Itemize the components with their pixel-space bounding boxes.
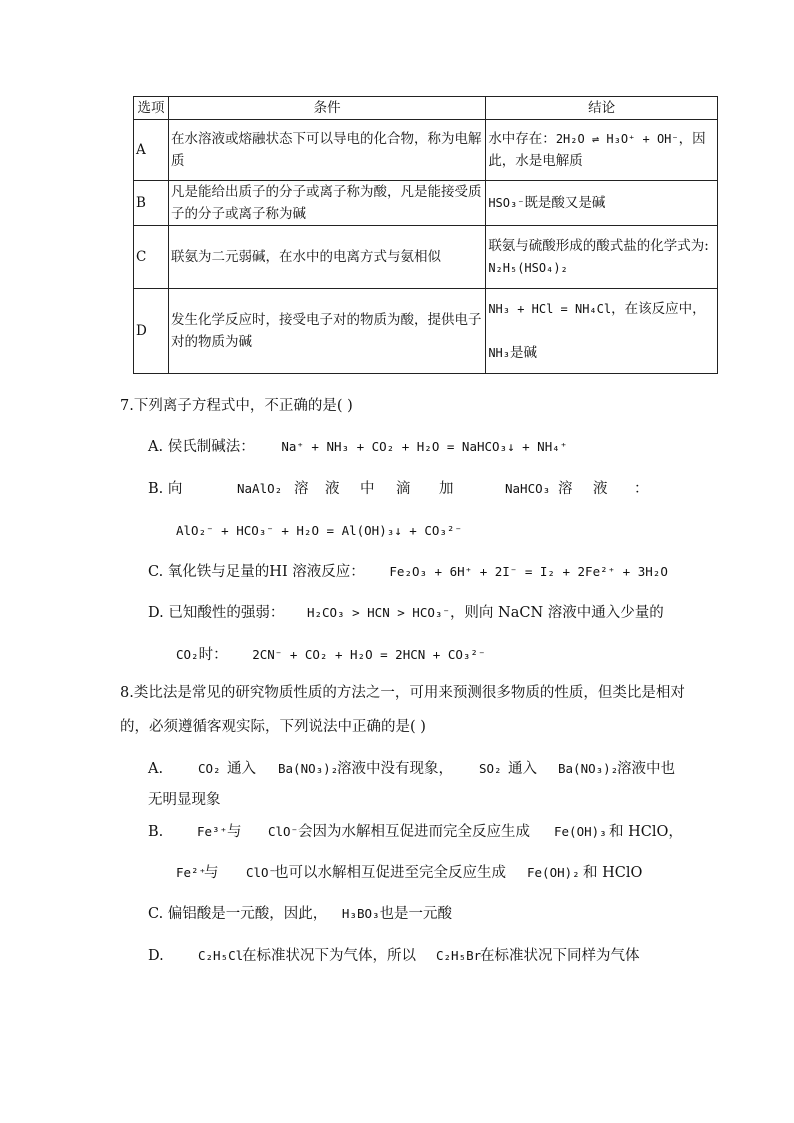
conclusion-text: 是碱 (510, 345, 537, 361)
text: 液 (593, 481, 608, 497)
conclusion-text: ，在该反应中， (611, 301, 706, 317)
table-row (134, 120, 718, 181)
conclusion-text: ，因此，水是电解质 (488, 131, 706, 169)
text: 在标准状况下同样为气体 (480, 948, 640, 964)
q7-option-a (148, 437, 567, 457)
option-equation: 2CN⁻ + CO₂ + H₂O = 2HCN + CO₃²⁻ (252, 647, 486, 662)
text: 通入 (227, 761, 256, 777)
option-equation: Fe₂O₃ + 6H⁺ + 2I⁻ = I₂ + 2Fe²⁺ + 3H₂O (389, 564, 668, 579)
q8-stem-line1: 8.类比法是常见的研究物质性质的方法之一，可用来预测很多物质的性质，但类比是相对 (120, 685, 685, 701)
formula: Fe(OH)₂ (527, 865, 580, 880)
text: 中 (360, 481, 375, 497)
text: 液 (325, 481, 340, 497)
text: ： (634, 481, 649, 497)
formula: Fe²⁺ (176, 865, 207, 880)
table-row (134, 181, 718, 226)
text: ，则向 NaCN 溶液中通入少量的 (449, 605, 664, 621)
conclusion-formula: HSO₃⁻ (488, 196, 525, 210)
table-header-row (134, 97, 718, 120)
option-equation: Na⁺ + NH₃ + CO₂ + H₂O = NaHCO₃↓ + NH₄⁺ (281, 439, 568, 454)
table-row (134, 226, 718, 289)
text: 溶液中没有现象， (337, 761, 453, 777)
formula: NaHCO₃ (505, 481, 551, 496)
q8-option-d (148, 946, 648, 966)
q8-option-b-cont (176, 863, 656, 883)
header-option: 选项 (134, 97, 169, 120)
header-conclusion: 结论 (486, 97, 718, 120)
row-condition: 凡是能给出质子的分子或离子称为酸，凡是能接受质子的分子或离子称为碱 (168, 181, 485, 226)
q7-option-b (148, 479, 648, 499)
q7-option-d (148, 603, 664, 623)
formula: H₃BO₃ (341, 906, 380, 921)
row-option: D (134, 289, 169, 374)
row-conclusion (486, 120, 718, 181)
row-option: A (134, 120, 169, 181)
text: 通入 (508, 761, 537, 777)
conclusion-text: 既是酸又是碱 (524, 195, 606, 211)
text: 和 HClO (583, 865, 643, 881)
option-label: C. 偏铝酸是一元酸，因此， (148, 906, 328, 922)
text: 与 (204, 865, 219, 881)
q7-option-c (148, 562, 668, 582)
header-condition: 条件 (168, 97, 485, 120)
conclusion-formula: NH₃ (488, 346, 510, 360)
text: 也是一元酸 (379, 906, 453, 922)
q7-stem: 7.下列离子方程式中，不正确的是( ) (120, 398, 353, 414)
text: 会因为水解相互促进而完全反应生成 (298, 824, 530, 840)
text: 和 HClO， (609, 824, 683, 840)
row-conclusion (486, 226, 718, 289)
formula: CO₂ (198, 761, 221, 776)
text: 时： (198, 647, 228, 663)
formula: C₂H₅Cl (198, 948, 244, 963)
text: 也可以水解相互促进至完全反应生成 (274, 865, 506, 881)
row-conclusion (486, 289, 718, 374)
formula: Fe³⁺ (197, 824, 228, 839)
text: 在标准状况下为气体，所以 (242, 948, 416, 964)
conclusion-equation: NH₃ + HCl = NH₄Cl (488, 302, 612, 316)
table-row (134, 289, 718, 374)
row-option: B (134, 181, 169, 226)
formula: ClO⁻ (246, 865, 277, 880)
row-condition: 发生化学反应时，接受电子对的物质为酸，提供电子对的物质为碱 (168, 289, 485, 374)
formula: Fe(OH)₃ (554, 824, 607, 839)
q7-option-d-cont (176, 645, 485, 665)
q7-option-b-equation: AlO₂⁻ + HCO₃⁻ + H₂O = Al(OH)₃↓ + CO₃²⁻ (176, 523, 462, 538)
row-condition: 联氨为二元弱碱，在水中的电离方式与氨相似 (168, 226, 485, 289)
formula: CO₂ (176, 647, 199, 662)
row-option: C (134, 226, 169, 289)
option-label: B. 向 (148, 481, 183, 497)
q8-stem-line2: 的，必须遵循客观实际，下列说法中正确的是( ) (120, 719, 426, 735)
text: 溶 (558, 481, 573, 497)
formula: Ba(NO₃)₂ (278, 761, 339, 776)
q8-option-a (148, 759, 688, 779)
q8-option-a-cont: 无明显现象 (148, 792, 221, 808)
option-label: A. (148, 761, 164, 777)
formula: Ba(NO₃)₂ (558, 761, 619, 776)
formula: C₂H₅Br (436, 948, 482, 963)
formula: NaAlO₂ (237, 481, 283, 496)
text: 溶 (294, 481, 309, 497)
conclusion-equation: 2H₂O ⇌ H₃O⁺ + OH⁻ (555, 132, 679, 146)
options-table (133, 96, 718, 374)
text: 加 (439, 481, 454, 497)
conclusion-formula: N₂H₅(HSO₄)₂ (488, 261, 568, 275)
q8-option-b (148, 822, 688, 842)
row-condition: 在水溶液或熔融状态下可以导电的化合物，称为电解质 (168, 120, 485, 181)
conclusion-text: 水中存在： (488, 131, 556, 147)
formula: SO₂ (479, 761, 502, 776)
option-equation: H₂CO₃ > HCN > HCO₃⁻ (306, 605, 450, 620)
formula: ClO⁻ (268, 824, 299, 839)
option-label: A. 侯氏制碱法： (148, 439, 255, 455)
text: 与 (227, 824, 242, 840)
row-conclusion (486, 181, 718, 226)
text: 滴 (396, 481, 411, 497)
conclusion-text: 联氨与硫酸形成的酸式盐的化学式为: (488, 238, 709, 254)
text: 溶液中也 (617, 761, 675, 777)
option-label: D. 已知酸性的强弱： (148, 605, 285, 621)
option-label: C. 氧化铁与足量的HI 溶液反应： (148, 564, 365, 580)
q8-option-c (148, 904, 452, 924)
option-label: D. (148, 948, 164, 964)
option-label: B. (148, 824, 164, 840)
